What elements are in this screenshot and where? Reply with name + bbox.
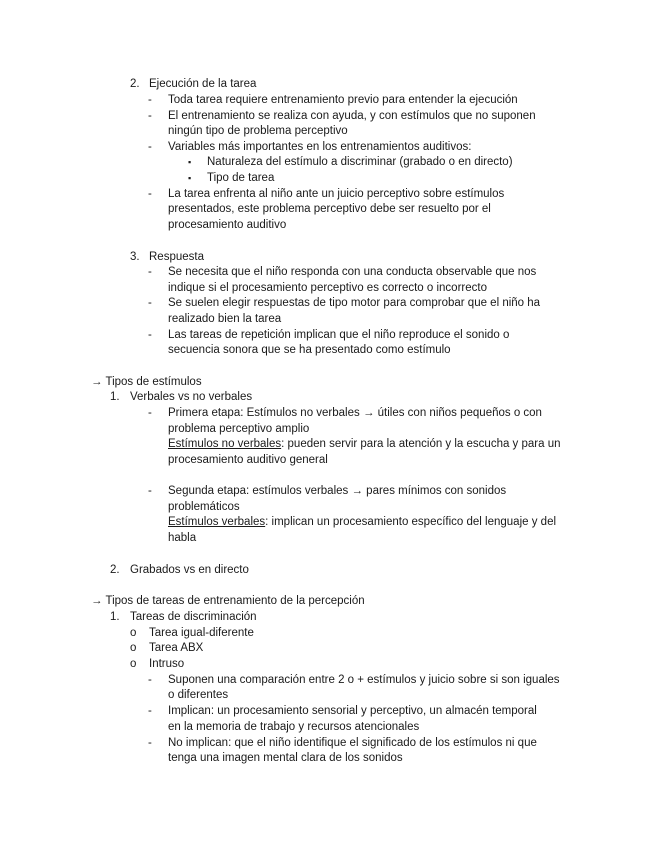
section-heading: Ejecución de la tarea: [149, 78, 257, 90]
square-bullet-icon: ▪: [188, 173, 192, 183]
term-definition: : implican un procesamiento específico del lenguaje y del: [265, 516, 557, 528]
dash-marker: -: [148, 141, 152, 153]
bullet-text: secuencia sonora que se ha presentado como estímulo: [168, 344, 451, 356]
bullet-text: Segunda etapa: estímulos verbales → pares mínimos con sonidos: [168, 485, 507, 497]
section-heading: Respuesta: [149, 251, 204, 263]
bullet-text: Toda tarea requiere entrenamiento previo para entender la ejecución: [168, 94, 518, 106]
bullet-text: Implican: un procesamiento sensorial y perceptivo, un almacén temporal: [168, 705, 537, 717]
dash-marker: -: [148, 329, 152, 341]
bullet-text: problemáticos: [168, 501, 240, 513]
sub-item: Tarea ABX: [149, 642, 204, 654]
section-heading: → Tipos de estímulos: [91, 376, 202, 388]
circle-bullet-icon: o: [130, 658, 137, 670]
bullet-text: ningún tipo de problema perceptivo: [168, 125, 348, 137]
bullet-text: [168, 515, 556, 529]
square-bullet-icon: ▪: [188, 157, 192, 167]
bullet-text: o diferentes: [168, 689, 229, 701]
list-number: 1.: [110, 391, 120, 403]
bullet-text: Se suelen elegir respuestas de tipo motor para comprobar que el niño ha: [168, 297, 541, 309]
list-number: 2.: [130, 78, 140, 90]
circle-bullet-icon: o: [130, 642, 137, 654]
bullet-text: Primera etapa: Estímulos no verbales → útiles con niños pequeños o con: [168, 407, 542, 419]
list-number: 2.: [110, 564, 120, 576]
underlined-term: Estímulos no verbales: [168, 438, 282, 450]
sub-bullet-text: Tipo de tarea: [207, 172, 275, 184]
bullet-text: procesamiento auditivo: [168, 219, 287, 231]
dash-marker: -: [148, 674, 152, 686]
sub-item: Tarea igual-diferente: [149, 627, 254, 639]
list-item: Verbales vs no verbales: [130, 391, 253, 403]
dash-marker: -: [148, 407, 152, 419]
bullet-text: Variables más importantes en los entrenamientos auditivos:: [168, 141, 472, 153]
dash-marker: -: [148, 94, 152, 106]
list-item: Grabados vs en directo: [130, 564, 249, 576]
bullet-text: realizado bien la tarea: [168, 313, 282, 325]
bullet-text: Las tareas de repetición implican que el niño reproduce el sonido o: [168, 329, 510, 341]
bullet-text: No implican: que el niño identifique el significado de los estímulos ni que: [168, 737, 537, 749]
list-number: 3.: [130, 251, 140, 263]
list-number: 1.: [110, 611, 120, 623]
dash-marker: -: [148, 737, 152, 749]
dash-marker: -: [148, 110, 152, 122]
list-item: Tareas de discriminación: [130, 611, 257, 623]
dash-marker: -: [148, 266, 152, 278]
dash-marker: -: [148, 485, 152, 497]
circle-bullet-icon: o: [130, 627, 137, 639]
dash-marker: -: [148, 705, 152, 717]
section-heading: → Tipos de tareas de entrenamiento de la percepción: [91, 595, 365, 607]
bullet-text: La tarea enfrenta al niño ante un juicio perceptivo sobre estímulos: [168, 188, 505, 200]
bullet-text: El entrenamiento se realiza con ayuda, y con estímulos que no suponen: [168, 110, 536, 122]
sub-item: Intruso: [149, 658, 185, 670]
bullet-text: presentados, este problema perceptivo debe ser resuelto por el: [168, 203, 491, 215]
bullet-text: Suponen una comparación entre 2 o + estímulos y juicio sobre si son iguales: [168, 674, 560, 686]
underlined-term: Estímulos verbales: [168, 516, 266, 528]
bullet-text: indique si el procesamiento perceptivo es correcto o incorrecto: [168, 282, 487, 294]
bullet-text: procesamiento auditivo general: [168, 454, 328, 466]
dash-marker: -: [148, 297, 152, 309]
bullet-text: Se necesita que el niño responda con una conducta observable que nos: [168, 266, 537, 278]
dash-marker: -: [148, 188, 152, 200]
bullet-text: habla: [168, 532, 197, 544]
sub-bullet-text: Naturaleza del estímulo a discriminar (grabado o en directo): [207, 156, 513, 168]
bullet-text: tenga una imagen mental clara de los sonidos: [168, 752, 403, 764]
bullet-text: en la memoria de trabajo y recursos atencionales: [168, 721, 420, 733]
term-definition: : pueden servir para la atención y la escucha y para un: [281, 438, 561, 450]
bullet-text: [168, 437, 561, 451]
bullet-text: problema perceptivo amplio: [168, 423, 310, 435]
